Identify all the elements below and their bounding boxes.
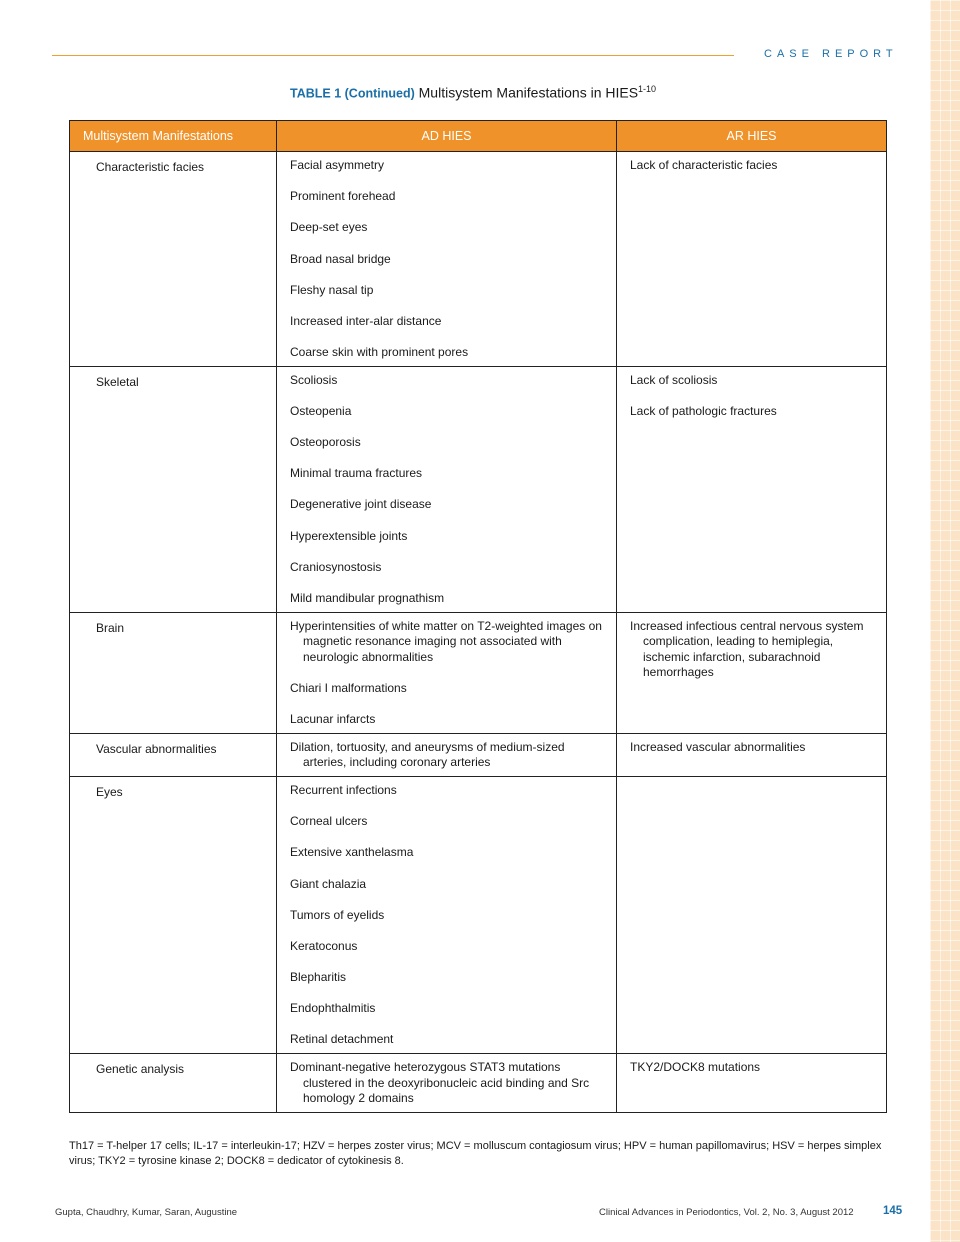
table-title-superscript: 1-10 — [638, 84, 657, 94]
ad-hies-entry: Endophthalmitis — [290, 1001, 376, 1016]
table-row — [70, 1054, 887, 1113]
ar-hies-cell — [617, 612, 887, 733]
ad-hies-cell — [277, 366, 617, 612]
table-label: TABLE 1 (Continued) — [290, 86, 415, 101]
ad-hies-entry: Giant chalazia — [290, 876, 367, 891]
table-caption — [290, 84, 656, 101]
table-row — [70, 776, 887, 1053]
ar-hies-cell — [617, 733, 887, 776]
ad-hies-entry: Prominent forehead — [290, 189, 396, 204]
footer-journal: Clinical Advances in Periodontics, Vol. 2, No. 3, August 2012 — [599, 1207, 854, 1218]
section-label: CASE REPORT — [764, 48, 898, 60]
ar-hies-entry: Lack of scoliosis — [630, 372, 718, 387]
ar-hies-entry: Increased vascular abnormalities — [630, 739, 806, 754]
table-row — [70, 152, 887, 367]
ad-hies-entry: Craniosynostosis — [290, 559, 382, 574]
ad-hies-entry: Fleshy nasal tip — [290, 282, 374, 297]
ad-hies-entry: Tumors of eyelids — [290, 907, 385, 922]
category-cell: Vascular abnormalities — [70, 733, 277, 776]
table-title: Multisystem Manifestations in HIES — [418, 84, 639, 101]
ad-hies-cell — [277, 776, 617, 1053]
table-row — [70, 612, 887, 733]
ar-hies-cell — [617, 152, 887, 367]
ad-hies-entry: Osteoporosis — [290, 435, 361, 450]
decorative-side-strip — [930, 0, 960, 1242]
manifestations-table — [69, 120, 887, 1113]
ar-hies-cell — [617, 776, 887, 1053]
category-cell: Genetic analysis — [70, 1054, 277, 1113]
ad-hies-entry: Scoliosis — [290, 372, 338, 387]
ad-hies-entry: Recurrent infections — [290, 782, 397, 797]
ad-hies-entry: Hyperextensible joints — [290, 528, 408, 543]
ad-hies-cell — [277, 612, 617, 733]
ar-hies-cell — [617, 1054, 887, 1113]
ad-hies-entry: Deep-set eyes — [290, 220, 368, 235]
table-row — [70, 733, 887, 776]
table-footnote: Th17 = T-helper 17 cells; IL-17 = interleukin-17; HZV = herpes zoster virus; MCV = molluscum contagiosum virus; HPV = human papillomavirus; HSV = herpes simplex virus; TKY2 = tyrosine kinase 2; DOCK8 = dedicator of cytokinesis 8. — [69, 1140, 882, 1167]
footer-authors: Gupta, Chaudhry, Kumar, Saran, Augustine — [55, 1207, 238, 1218]
table-body — [70, 152, 887, 1113]
column-header-ad-hies: AD HIES — [277, 121, 617, 152]
ad-hies-entry: Coarse skin with prominent pores — [290, 345, 469, 360]
ad-hies-entry: Minimal trauma fractures — [290, 466, 423, 481]
ad-hies-entry: Osteopenia — [290, 403, 352, 418]
page-number: 145 — [883, 1205, 903, 1217]
ad-hies-entry: Increased inter-alar distance — [290, 313, 442, 328]
table-header-row — [70, 121, 887, 152]
table-row — [70, 366, 887, 612]
ad-hies-cell — [277, 152, 617, 367]
ar-hies-entry: TKY2/DOCK8 mutations — [630, 1060, 761, 1075]
ad-hies-entry: Hyperintensities of white matter on T2-weighted images on magnetic resonance imaging not associated with neurologic abnormalities — [290, 618, 602, 664]
column-header-ar-hies: AR HIES — [617, 121, 887, 152]
header-rule — [52, 55, 734, 56]
ar-hies-cell — [617, 366, 887, 612]
ad-hies-entry: Lacunar infarcts — [290, 712, 376, 727]
ad-hies-entry: Dominant-negative heterozygous STAT3 mutations clustered in the deoxyribonucleic acid binding and Src homology 2 domains — [290, 1060, 590, 1106]
category-cell: Eyes — [70, 776, 277, 1053]
category-cell: Characteristic facies — [70, 152, 277, 367]
ad-hies-entry: Blepharitis — [290, 970, 347, 985]
ar-hies-entry: Lack of pathologic fractures — [630, 403, 777, 418]
ad-hies-cell — [277, 1054, 617, 1113]
ad-hies-entry: Facial asymmetry — [290, 158, 385, 172]
ad-hies-entry: Chiari I malformations — [290, 681, 407, 695]
ar-hies-entry: Lack of characteristic facies — [630, 158, 778, 172]
category-cell: Skeletal — [70, 366, 277, 612]
ad-hies-entry: Extensive xanthelasma — [290, 845, 414, 860]
ad-hies-entry: Retinal detachment — [290, 1032, 394, 1047]
ad-hies-entry: Keratoconus — [290, 938, 358, 953]
ad-hies-entry: Dilation, tortuosity, and aneurysms of medium-sized arteries, including coronary arteries — [290, 739, 565, 770]
ad-hies-cell — [277, 733, 617, 776]
ad-hies-entry: Corneal ulcers — [290, 814, 368, 829]
ar-hies-entry: Increased infectious central nervous system complication, leading to hemiplegia, ischemic infarction, subarachnoid hemorrhages — [630, 618, 864, 680]
ad-hies-entry: Mild mandibular prognathism — [290, 591, 445, 606]
column-header-manifestations: Multisystem Manifestations — [70, 121, 277, 152]
ad-hies-entry: Broad nasal bridge — [290, 251, 391, 266]
category-cell: Brain — [70, 612, 277, 733]
ad-hies-entry: Degenerative joint disease — [290, 497, 432, 512]
